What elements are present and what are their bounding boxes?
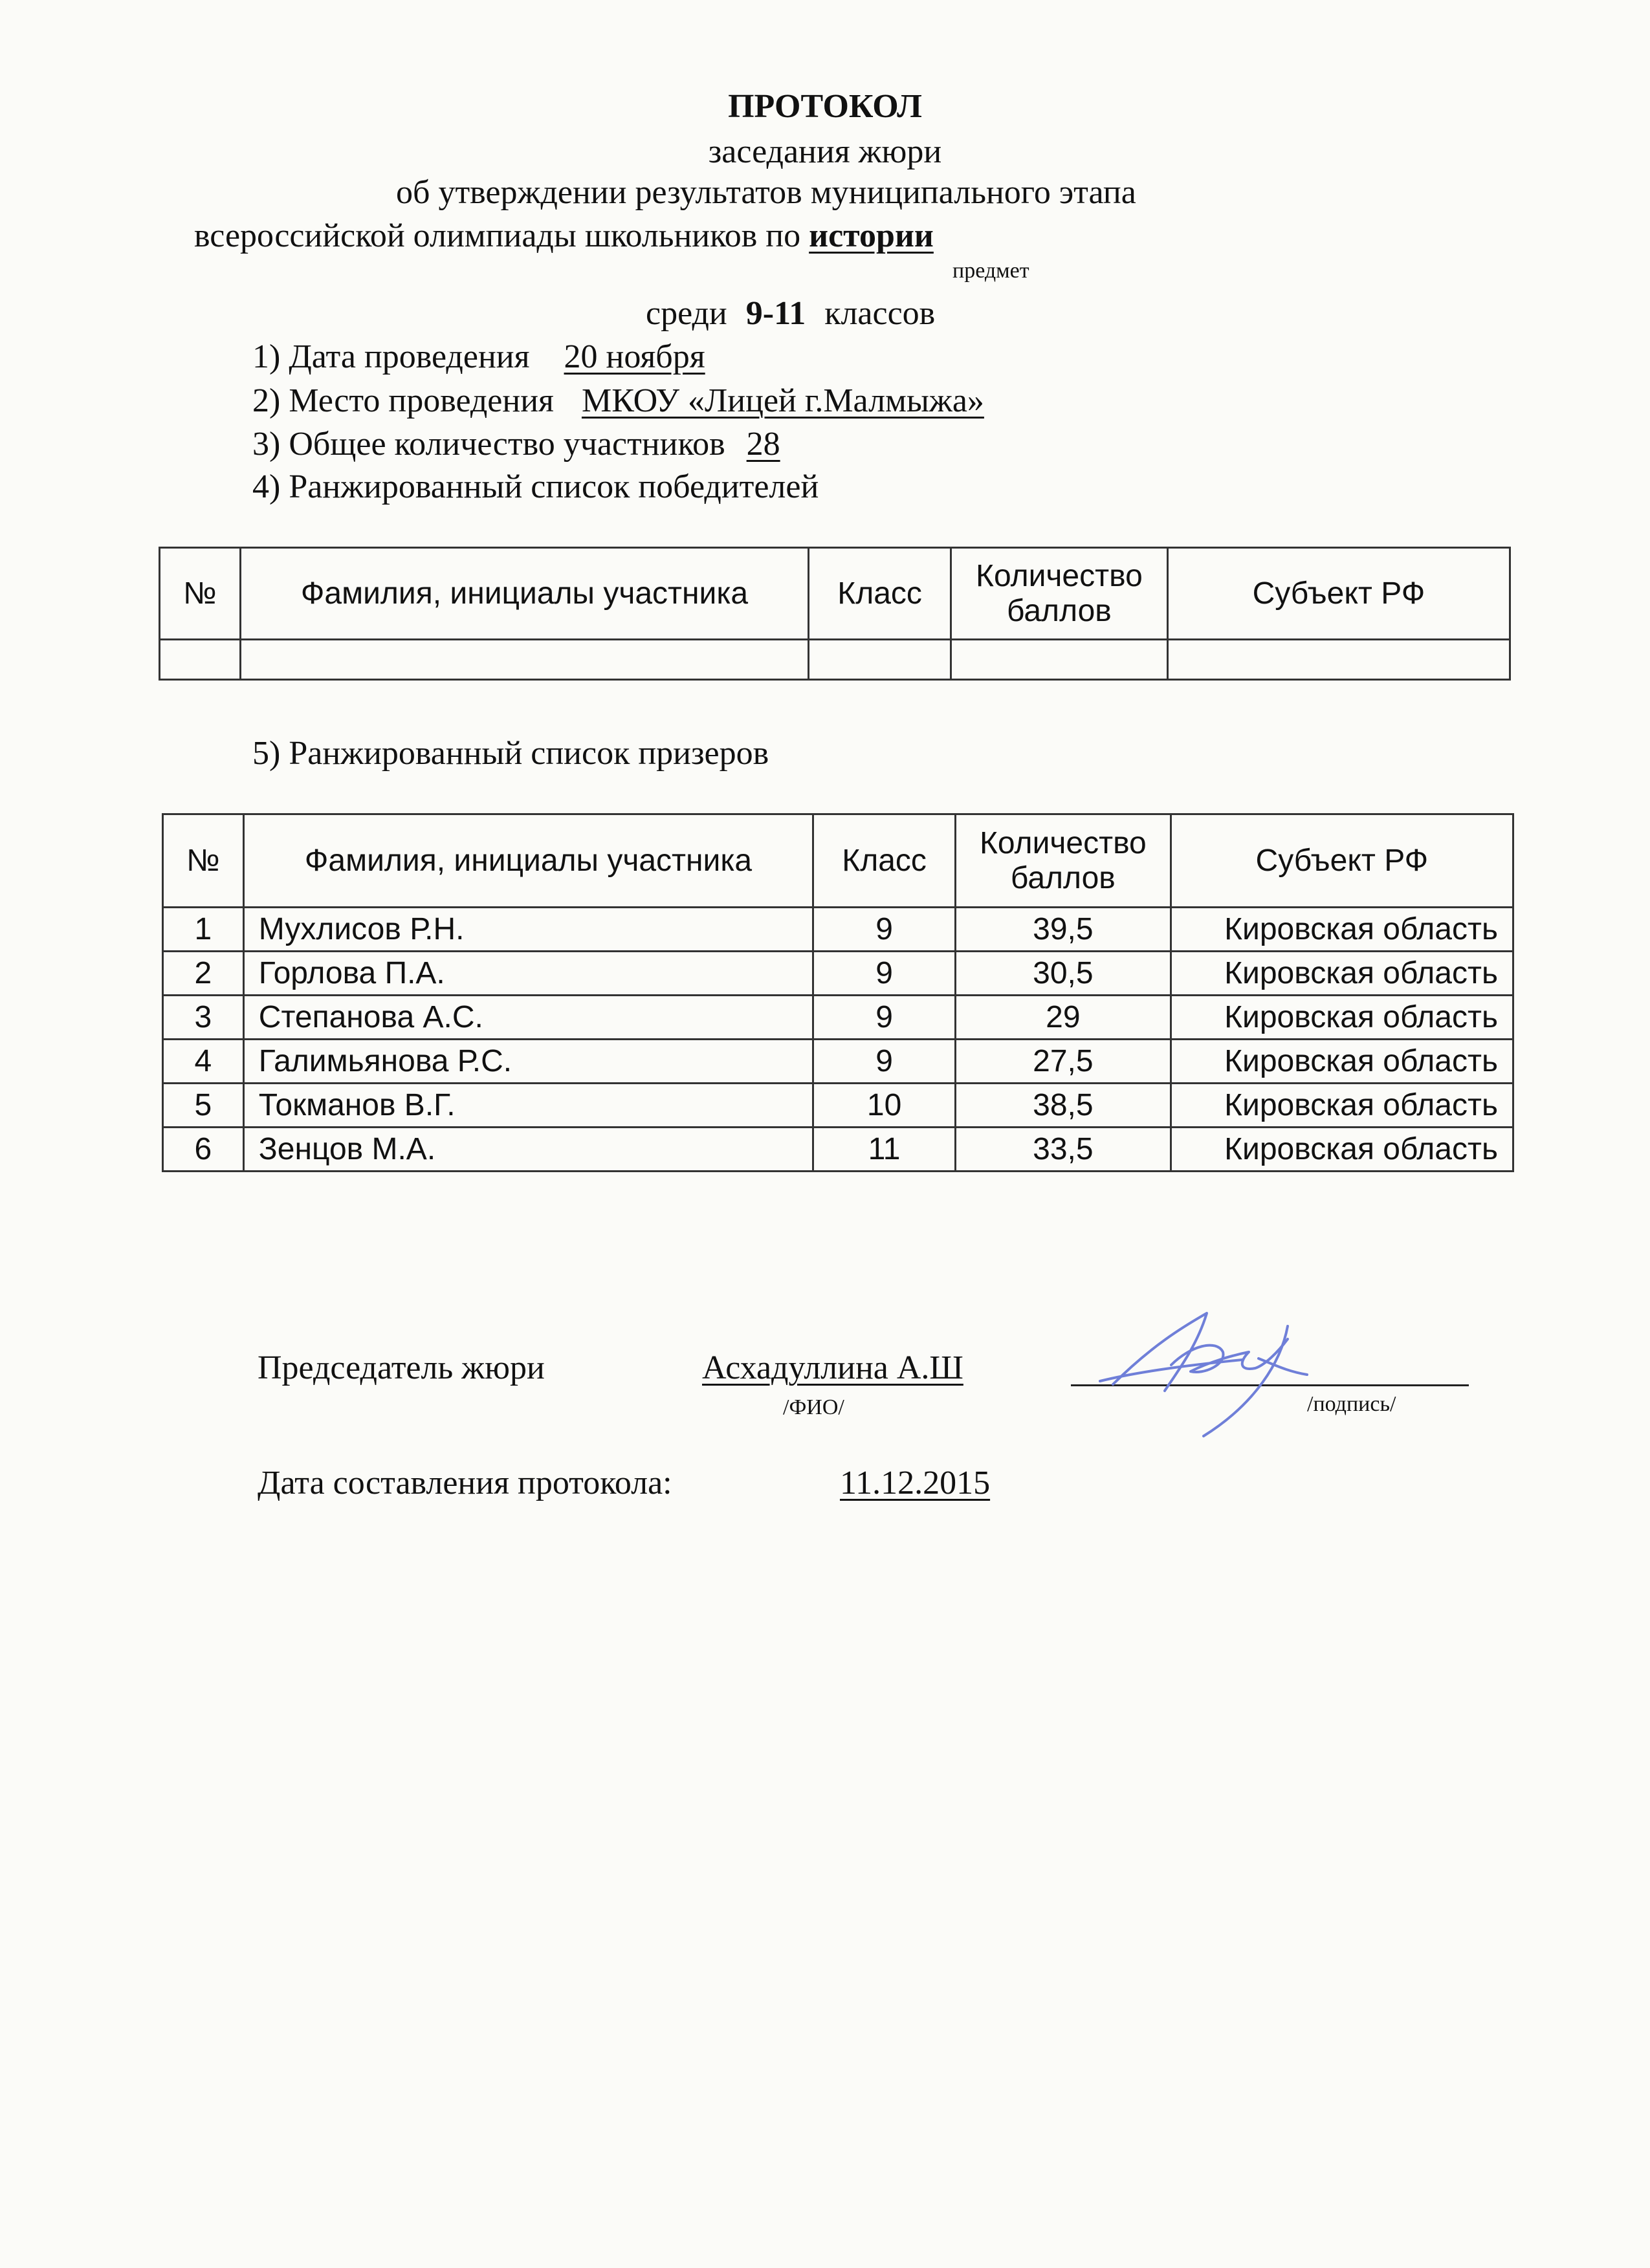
place-value: МКОУ «Лицей г.Малмыжа» bbox=[581, 382, 984, 419]
table-header-row bbox=[160, 548, 1510, 640]
table-row bbox=[163, 1084, 1513, 1128]
cell-num: 3 bbox=[163, 996, 244, 1040]
cell-region: Кировская область bbox=[1171, 952, 1513, 996]
subject-caption: предмет bbox=[952, 259, 1029, 283]
classes-value: 9-11 bbox=[745, 295, 806, 332]
empty-cell bbox=[809, 640, 951, 680]
cell-num: 2 bbox=[163, 952, 244, 996]
chair-name: Асхадуллина А.Ш bbox=[702, 1349, 963, 1386]
cell-class: 9 bbox=[813, 1040, 956, 1084]
compile-date-label: Дата составления протокола: bbox=[258, 1465, 672, 1501]
prizewinners-rows bbox=[163, 908, 1513, 1172]
classes-suffix: классов bbox=[824, 295, 936, 332]
subtitle-line-2: об утверждении результатов муниципального этапа bbox=[396, 174, 1136, 211]
place-label: 2) Место проведения bbox=[252, 382, 554, 419]
cell-region: Кировская область bbox=[1171, 908, 1513, 952]
empty-cell bbox=[1167, 640, 1510, 680]
count-value: 28 bbox=[746, 426, 780, 463]
cell-name: Горлова П.А. bbox=[243, 952, 813, 996]
cell-num: 5 bbox=[163, 1084, 244, 1128]
date-label: 1) Дата проведения bbox=[252, 338, 530, 375]
header-region: Субъект РФ bbox=[1167, 548, 1510, 640]
header-class: Класс bbox=[813, 814, 956, 908]
empty-cell bbox=[160, 640, 241, 680]
winners-table bbox=[159, 547, 1511, 681]
cell-region: Кировская область bbox=[1171, 1084, 1513, 1128]
signature-image bbox=[1094, 1300, 1326, 1449]
cell-num: 6 bbox=[163, 1128, 244, 1172]
table-header-row bbox=[163, 814, 1513, 908]
classes-prefix: среди bbox=[646, 295, 727, 332]
header-num: № bbox=[160, 548, 241, 640]
empty-cell bbox=[951, 640, 1167, 680]
fio-caption: /ФИО/ bbox=[783, 1395, 844, 1419]
cell-name: Галимьянова Р.С. bbox=[243, 1040, 813, 1084]
header-points-line1: Количество bbox=[979, 825, 1147, 860]
subtitle-line-1: заседания жюри bbox=[708, 133, 942, 170]
cell-class: 9 bbox=[813, 996, 956, 1040]
table-row-empty bbox=[160, 640, 1510, 680]
count-label: 3) Общее количество участников bbox=[252, 426, 725, 463]
cell-points: 33,5 bbox=[955, 1128, 1171, 1172]
prizewinners-heading: 5) Ранжированный список призеров bbox=[252, 735, 769, 772]
classes-line bbox=[646, 294, 935, 333]
date-value: 20 ноября bbox=[564, 338, 705, 375]
document-title: ПРОТОКОЛ bbox=[728, 88, 922, 125]
cell-class: 9 bbox=[813, 952, 956, 996]
header-points-line1: Количество bbox=[976, 558, 1143, 593]
header-name: Фамилия, инициалы участника bbox=[243, 814, 813, 908]
chair-label: Председатель жюри bbox=[258, 1349, 545, 1386]
cell-name: Токманов В.Г. bbox=[243, 1084, 813, 1128]
cell-points: 30,5 bbox=[955, 952, 1171, 996]
table-row bbox=[163, 1040, 1513, 1084]
olympiad-line-prefix: всероссийской олимпиады школьников по bbox=[194, 217, 801, 254]
cell-region: Кировская область bbox=[1171, 1040, 1513, 1084]
cell-name: Мухлисов Р.Н. bbox=[243, 908, 813, 952]
header-points bbox=[955, 814, 1171, 908]
signature-caption: /подпись/ bbox=[1307, 1392, 1396, 1416]
header-name: Фамилия, инициалы участника bbox=[240, 548, 808, 640]
subtitle-line-3 bbox=[194, 217, 934, 255]
table-row bbox=[163, 952, 1513, 996]
table-row bbox=[163, 908, 1513, 952]
cell-points: 27,5 bbox=[955, 1040, 1171, 1084]
cell-name: Степанова А.С. bbox=[243, 996, 813, 1040]
winners-heading: 4) Ранжированный список победителей bbox=[252, 468, 819, 505]
empty-cell bbox=[240, 640, 808, 680]
prizewinners-table bbox=[162, 813, 1514, 1172]
cell-points: 39,5 bbox=[955, 908, 1171, 952]
place-item bbox=[252, 382, 984, 420]
cell-points: 38,5 bbox=[955, 1084, 1171, 1128]
count-item bbox=[252, 425, 780, 463]
cell-name: Зенцов М.А. bbox=[243, 1128, 813, 1172]
subject-value: истории bbox=[809, 217, 934, 254]
cell-points: 29 bbox=[955, 996, 1171, 1040]
cell-region: Кировская область bbox=[1171, 996, 1513, 1040]
cell-num: 4 bbox=[163, 1040, 244, 1084]
cell-num: 1 bbox=[163, 908, 244, 952]
date-item bbox=[252, 338, 705, 376]
header-points-line2: баллов bbox=[1006, 593, 1112, 628]
cell-class: 9 bbox=[813, 908, 956, 952]
header-num: № bbox=[163, 814, 244, 908]
header-points-line2: баллов bbox=[1010, 860, 1116, 895]
header-region: Субъект РФ bbox=[1171, 814, 1513, 908]
header-class: Класс bbox=[809, 548, 951, 640]
cell-region: Кировская область bbox=[1171, 1128, 1513, 1172]
cell-class: 10 bbox=[813, 1084, 956, 1128]
table-row bbox=[163, 996, 1513, 1040]
cell-class: 11 bbox=[813, 1128, 956, 1172]
table-row bbox=[163, 1128, 1513, 1172]
compile-date-value: 11.12.2015 bbox=[840, 1465, 991, 1501]
header-points bbox=[951, 548, 1167, 640]
